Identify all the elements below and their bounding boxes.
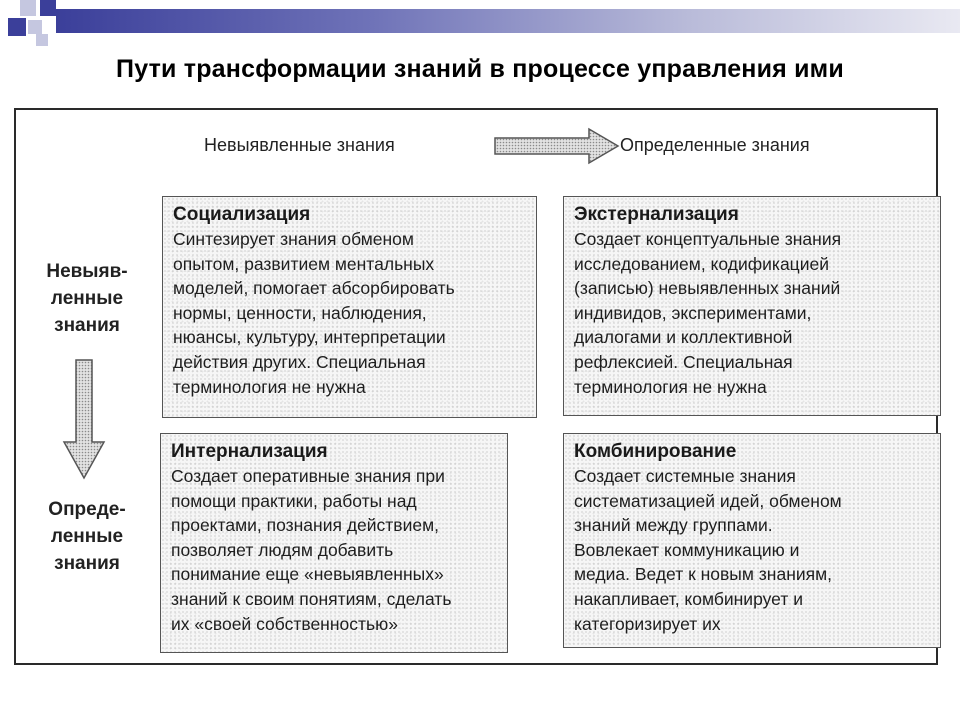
header-right-label: Определенные знания <box>620 135 810 155</box>
side-label-line: ленные <box>50 526 124 547</box>
cell-line: рефлексией. Специальная <box>574 351 793 372</box>
deco-square <box>20 0 36 16</box>
side-label-line: ленные <box>50 288 124 309</box>
cell-line: терминология не нужна <box>173 376 366 397</box>
cell-line: Создает системные знания <box>574 466 796 486</box>
cell-line: терминология не нужна <box>574 376 767 397</box>
cell-line: медиа. Ведет к новым знаниям, <box>574 564 832 585</box>
deco-square <box>8 18 26 36</box>
cell-line: опытом, развитием ментальных <box>173 253 435 274</box>
cell-line: (записью) невыявленных знаний <box>574 278 841 299</box>
side-label-line: знания <box>54 553 120 574</box>
diagram-frame <box>14 108 938 665</box>
cell-line: проектами, познания действием, <box>171 515 440 536</box>
cell-combination <box>563 433 941 648</box>
cell-line: моделей, помогает абсорбировать <box>173 278 455 299</box>
arrow-right-icon <box>493 126 621 166</box>
cell-title: Экстернализация <box>574 204 739 225</box>
cell-externalization <box>563 196 941 416</box>
cell-title: Интернализация <box>171 441 328 462</box>
side-label-defined <box>22 496 152 577</box>
title-bar <box>56 9 960 33</box>
cell-line: понимание еще «невыявленных» <box>171 564 444 585</box>
header-left-label: Невыявленные знания <box>204 135 395 155</box>
deco-square <box>40 0 56 16</box>
cell-title: Комбинирование <box>574 441 737 462</box>
cell-line: диалогами и коллективной <box>574 327 793 348</box>
cell-line: помощи практики, работы над <box>171 490 417 511</box>
cell-title: Социализация <box>173 204 311 225</box>
deco-square <box>36 34 48 46</box>
cell-line: позволяет людям добавить <box>171 539 394 560</box>
cell-internalization <box>160 433 508 653</box>
cell-line: нюансы, культуру, интерпретации <box>173 327 446 348</box>
cell-socialization <box>162 196 537 418</box>
arrow-down-icon <box>60 358 108 482</box>
side-label-line: Опреде- <box>48 499 126 520</box>
page-title: Пути трансформации знаний в процессе управления ими <box>116 55 844 83</box>
cell-line: Синтезирует знания обменом <box>173 229 414 249</box>
side-label-unrevealed <box>22 258 152 339</box>
deco-square <box>28 20 42 34</box>
cell-line: знаний к своим понятиям, сделать <box>171 588 452 609</box>
side-label-line: знания <box>54 315 120 336</box>
cell-line: накапливает, комбинирует и <box>574 588 803 609</box>
side-label-line: Невыяв- <box>46 261 128 282</box>
cell-line: знаний между группами. <box>574 515 773 536</box>
cell-line: Вовлекает коммуникацию и <box>574 539 800 560</box>
cell-line: Создает концептуальные знания <box>574 229 842 249</box>
cell-line: их «своей собственностью» <box>171 613 398 634</box>
cell-line: исследованием, кодификацией <box>574 253 829 274</box>
cell-line: нормы, ценности, наблюдения, <box>173 302 427 323</box>
cell-line: Создает оперативные знания при <box>171 466 445 486</box>
cell-line: систематизацией идей, обменом <box>574 490 842 511</box>
cell-line: действия других. Специальная <box>173 351 426 372</box>
cell-line: категоризирует их <box>574 613 721 634</box>
cell-line: индивидов, экспериментами, <box>574 302 812 323</box>
